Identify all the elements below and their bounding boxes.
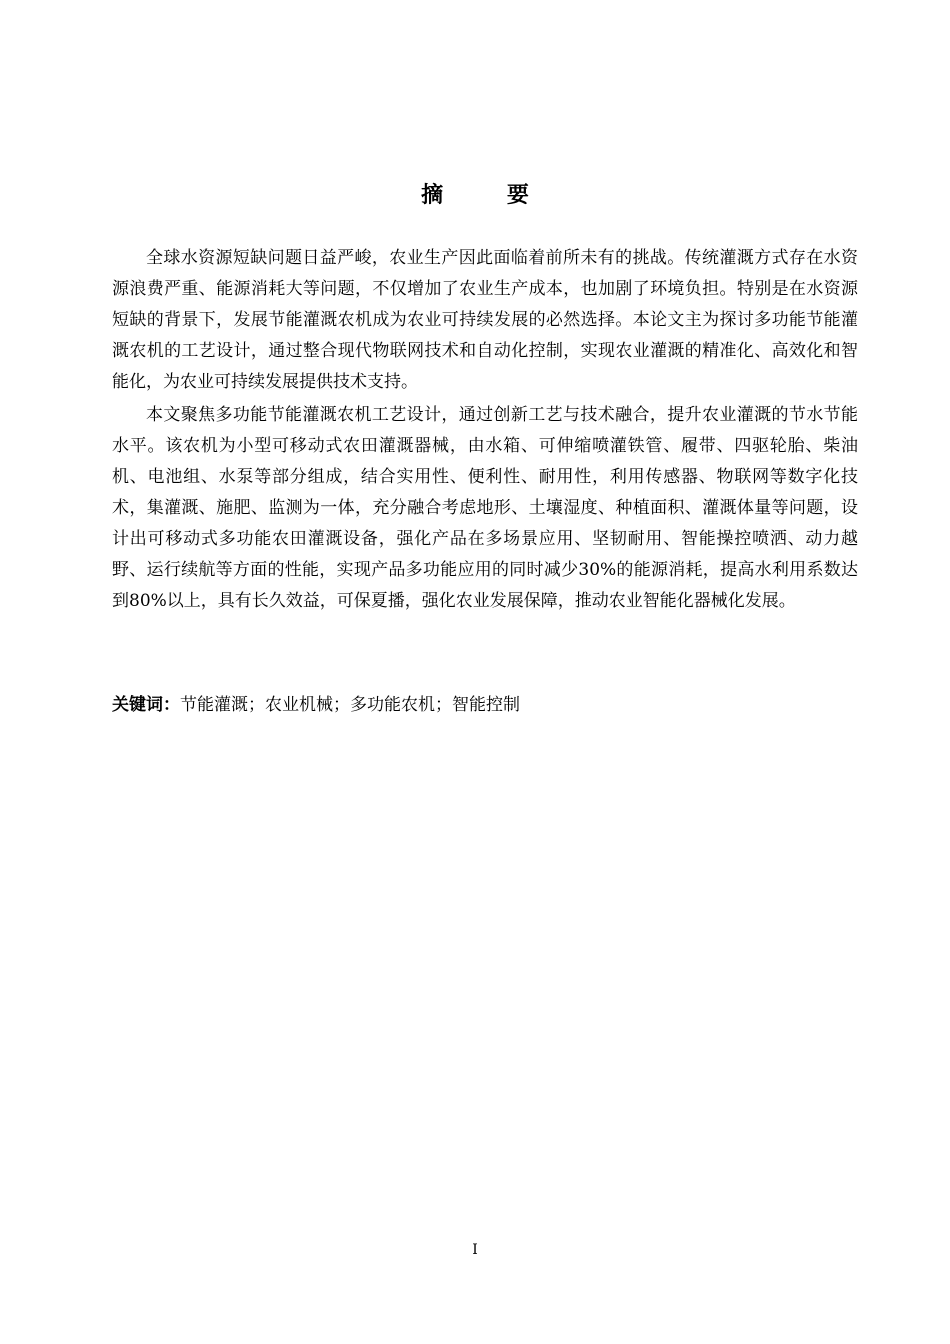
keywords-label: 关键词： [112, 695, 180, 715]
abstract-paragraph-1: 全球水资源短缺问题日益严峻，农业生产因此面临着前所未有的挑战。传统灌溉方式存在水资源浪费严重、能源消耗大等问题，不仅增加了农业生产成本，也加剧了环境负担。特别是在水资源短缺的背景下，发展节能灌溉农机成为农业可持续发展的必然选择。本论文主为探讨多功能节能灌溉农机的工艺设计，通过整合现代物联网技术和自动化控制，实现农业灌溉的精准化、高效化和智能化，为农业可持续发展提供技术支持。 [112, 248, 858, 392]
abstract-body [112, 243, 858, 617]
page-number: I [472, 1242, 478, 1258]
abstract-title: 摘 要 [421, 182, 557, 208]
abstract-paragraph-2: 本文聚焦多功能节能灌溉农机工艺设计，通过创新工艺与技术融合，提升农业灌溉的节水节能水平。该农机为小型可移动式农田灌溉器械，由水箱、可伸缩喷灌铁管、履带、四驱轮胎、柴油机、电池组、水泵等部分组成，结合实用性、便利性、耐用性，利用传感器、物联网等数字化技术，集灌溉、施肥、监测为一体，充分融合考虑地形、土壤湿度、种植面积、灌溉体量等问题，设计出可移动式多功能农田灌溉设备，强化产品在多场景应用、坚韧耐用、智能操控喷洒、动力越野、运行续航等方面的性能，实现产品多功能应用的同时减少30%的能源消耗，提高水利用系数达到80%以上，具有长久效益，可保夏播，强化农业发展保障，推动农业智能化器械化发展。 [112, 405, 858, 611]
keywords-line [112, 690, 858, 721]
keywords-text: 节能灌溉；农业机械；多功能农机；智能控制 [180, 695, 520, 715]
